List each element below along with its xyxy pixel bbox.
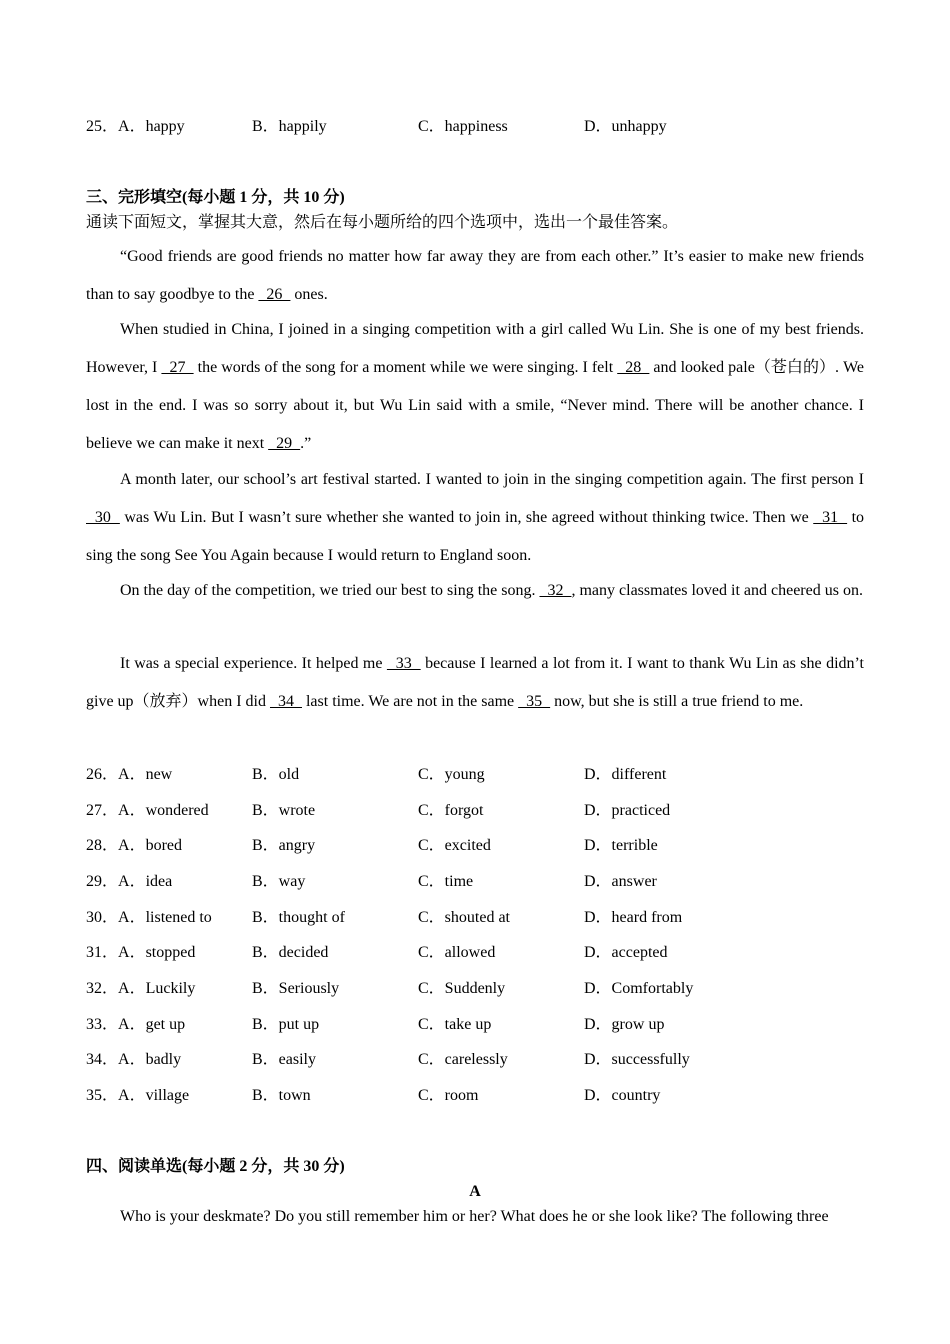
passage-a-intro: Who is your deskmate? Do you still remember him or her? What does he or she look like? The following three [120,1208,829,1225]
passage-paragraph-4: On the day of the competition, we tried our best to sing the song. 32 , many classmates loved it and cheered us on. [120,582,863,599]
question-26-options: 26．A．new B．old C．young D．different [86,766,667,783]
blank-33: 33 [386,655,421,672]
option-d: D．unhappy [584,118,667,135]
blank-26: 26 [258,286,291,303]
question-33-options: 33．A．get up B．put up C．take up D．grow up [86,1016,665,1033]
question-31-options: 31．A．stopped B．decided C．allowed D．accepted [86,944,668,961]
blank-29: 29 [268,435,301,452]
blank-27: 27 [161,359,194,376]
question-32-options: 32．A．Luckily B．Seriously C．Suddenly D．Comfortably [86,980,694,997]
question-30-options: 30．A．listened to B．thought of C．shouted at D．heard from [86,909,683,926]
question-27-options: 27．A．wondered B．wrote C．forgot D．practiced [86,802,671,819]
question-35-options: 35．A．village B．town C．room D．country [86,1087,661,1104]
question-28-options: 28．A．bored B．angry C．excited D．terrible [86,837,658,854]
section-3-instruction: 通读下面短文，掌握其大意，然后在每小题所给的四个选项中，选出一个最佳答案。 [86,214,679,231]
blank-28: 28 [617,359,650,376]
passage-paragraph-3: A month later, our school’s art festival started. I wanted to join in the singing competition again. The first person I 30 was Wu Lin. But I wasn’t sure whether she wanted to join in, she agreed without thinking twice. Then we 31 to sing the song See You Again because I would return to England soon. [86,471,865,564]
passage-paragraph-2: When studied in China, I joined in a singing competition with a girl called Wu Lin. She is one of my best friends. However, I 27 the words of the song for a moment while we were singing. I felt 28 and looked pale（苍白的）. We lost in the end. I was so sorry about it, but Wu Lin said with a smile, “Never mind. There will be another chance. I believe we can make it next 29 .” [86,321,865,452]
blank-31: 31 [813,509,848,526]
question-number: 25． [86,118,119,135]
passage-paragraph-1: “Good friends are good friends no matter how far away they are from each other.” It’s easier to make new friends than to say goodbye to the 26 ones. [86,248,864,303]
question-25-options [86,116,866,138]
blank-30: 30 [86,509,120,526]
question-29-options: 29．A．idea B．way C．time D．answer [86,873,657,890]
section-3-heading: 三、完形填空(每小题 1 分，共 10 分) [86,189,345,206]
passage-paragraph-5: It was a special experience. It helped me 33 because I learned a lot from it. I want to thank Wu Lin as she didn’t give up（放弃）when I did 34 last time. We are not in the same 35 now, but she is still a true friend to me. [86,655,864,710]
blank-32: 32 [539,582,572,599]
question-34-options: 34．A．badly B．easily C．carelessly D．successfully [86,1051,690,1068]
blank-34: 34 [269,693,302,710]
blank-35: 35 [518,693,551,710]
option-a: 25．A．happy [86,118,185,135]
option-c: C．happiness [418,118,508,135]
passage-a-title: A [469,1183,481,1200]
section-4-heading: 四、阅读单选(每小题 2 分，共 30 分) [86,1158,345,1175]
option-b: B．happily [252,118,327,135]
